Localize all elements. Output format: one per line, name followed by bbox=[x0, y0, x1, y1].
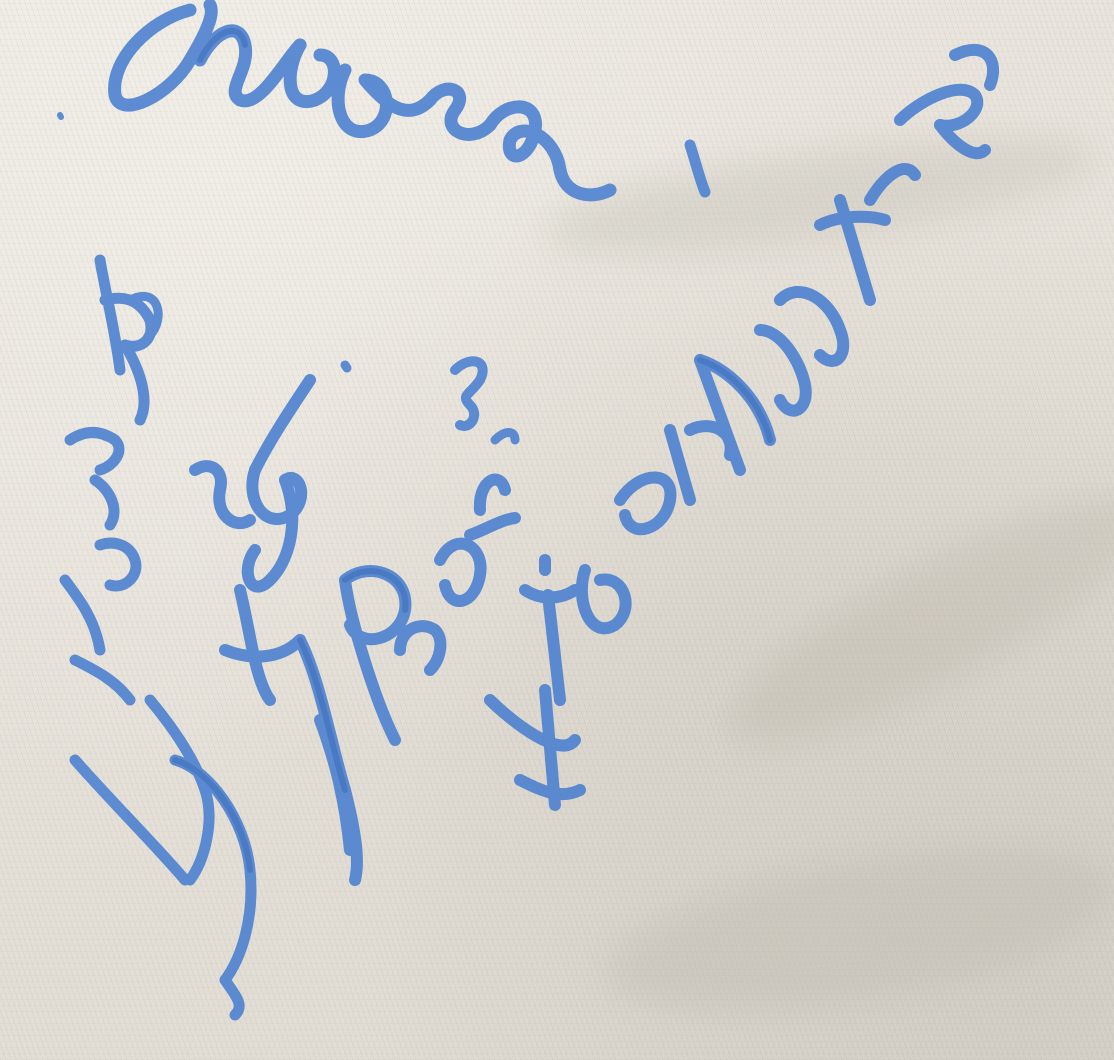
signature-left-outer bbox=[65, 260, 251, 1015]
signature-top bbox=[60, 5, 705, 195]
signature-left-inner bbox=[195, 380, 357, 880]
signature-middle bbox=[345, 361, 515, 740]
ink-detail bbox=[300, 640, 345, 790]
signature-diagonal bbox=[490, 50, 993, 805]
